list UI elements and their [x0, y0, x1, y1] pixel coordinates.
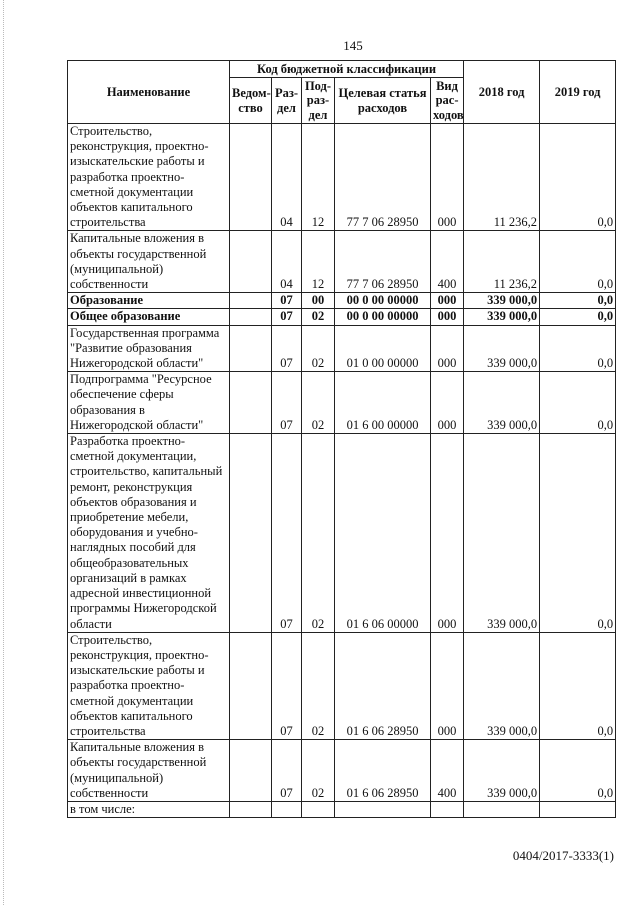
row-section: 07: [272, 372, 302, 434]
row-name: Образование: [68, 293, 230, 309]
row-subsection: 00: [302, 293, 335, 309]
row-dept: [230, 372, 272, 434]
row-name: в том числе:: [68, 801, 230, 817]
row-subsection: 12: [302, 231, 335, 293]
row-2018: 11 236,2: [464, 124, 540, 231]
row-name: Строительство, реконструкция, проектно-изыскательские работы и разработка проектно-сметной документации объектов капитального строительства: [68, 632, 230, 739]
row-section: 07: [272, 434, 302, 633]
row-2018: 11 236,2: [464, 231, 540, 293]
row-target: 77 7 06 28950: [335, 124, 431, 231]
row-2019: 0,0: [540, 434, 616, 633]
scan-edge: [3, 0, 5, 905]
row-2019: 0,0: [540, 632, 616, 739]
row-name: Общее образование: [68, 309, 230, 325]
row-dept: [230, 740, 272, 802]
row-2018: 339 000,0: [464, 372, 540, 434]
row-2019: 0,0: [540, 293, 616, 309]
row-exp-type: 400: [431, 740, 464, 802]
row-subsection: 02: [302, 632, 335, 739]
table-row: [68, 325, 616, 372]
row-exp-type: 000: [431, 293, 464, 309]
row-section: 07: [272, 632, 302, 739]
row-dept: [230, 309, 272, 325]
row-subsection: 02: [302, 309, 335, 325]
table-row: [68, 632, 616, 739]
row-exp-type: 000: [431, 632, 464, 739]
row-2018: 339 000,0: [464, 293, 540, 309]
row-2018: 339 000,0: [464, 632, 540, 739]
row-2018: 339 000,0: [464, 434, 540, 633]
row-subsection: 02: [302, 434, 335, 633]
row-2018: 339 000,0: [464, 309, 540, 325]
row-section: 07: [272, 309, 302, 325]
table-row: [68, 801, 616, 817]
row-exp-type: 000: [431, 372, 464, 434]
row-dept: [230, 293, 272, 309]
header-2019: 2019 год: [540, 61, 616, 124]
row-exp-type: 000: [431, 124, 464, 231]
header-2018: 2018 год: [464, 61, 540, 124]
row-2019: 0,0: [540, 372, 616, 434]
row-section: 07: [272, 293, 302, 309]
row-dept: [230, 632, 272, 739]
row-dept: [230, 124, 272, 231]
row-section: 07: [272, 325, 302, 372]
row-name: Капитальные вложения в объекты государственной (муниципальной) собственности: [68, 740, 230, 802]
row-subsection: [302, 801, 335, 817]
header-target: Целевая статья расходов: [335, 78, 431, 124]
budget-table: [67, 60, 616, 818]
row-subsection: 02: [302, 740, 335, 802]
row-target: 77 7 06 28950: [335, 231, 431, 293]
header-section: Раз-дел: [272, 78, 302, 124]
header-name: Наименование: [68, 61, 230, 124]
row-exp-type: 000: [431, 309, 464, 325]
table-row: [68, 309, 616, 325]
row-subsection: 12: [302, 124, 335, 231]
row-target: 01 6 06 00000: [335, 434, 431, 633]
row-target: 01 0 00 00000: [335, 325, 431, 372]
table-row: [68, 293, 616, 309]
row-exp-type: 000: [431, 434, 464, 633]
document-code: 0404/2017-3333(1): [512, 848, 614, 863]
header-exp-type: Вид рас-ходов: [431, 78, 464, 124]
row-2018: 339 000,0: [464, 325, 540, 372]
table-row: [68, 231, 616, 293]
row-dept: [230, 325, 272, 372]
row-name: Строительство, реконструкция, проектно-изыскательские работы и разработка проектно-сметной документации объектов капитального строительства: [68, 124, 230, 231]
row-2018: 339 000,0: [464, 740, 540, 802]
header-dept: Ведом-ство: [230, 78, 272, 124]
row-name: Подпрограмма "Ресурсное обеспечение сферы образования в Нижегородской области": [68, 372, 230, 434]
row-target: [335, 801, 431, 817]
table-row: [68, 124, 616, 231]
row-subsection: 02: [302, 372, 335, 434]
row-2019: 0,0: [540, 309, 616, 325]
row-target: 01 6 06 28950: [335, 632, 431, 739]
header-subsection: Под-раз-дел: [302, 78, 335, 124]
row-2019: 0,0: [540, 231, 616, 293]
row-name: Государственная программа "Развитие образования Нижегородской области": [68, 325, 230, 372]
row-section: 04: [272, 231, 302, 293]
row-section: [272, 801, 302, 817]
row-dept: [230, 801, 272, 817]
page-number: 145: [343, 38, 363, 53]
row-exp-type: 400: [431, 231, 464, 293]
row-exp-type: [431, 801, 464, 817]
table-row: [68, 434, 616, 633]
row-section: 04: [272, 124, 302, 231]
row-subsection: 02: [302, 325, 335, 372]
row-2019: 0,0: [540, 740, 616, 802]
row-dept: [230, 231, 272, 293]
row-target: 01 6 06 28950: [335, 740, 431, 802]
row-name: Капитальные вложения в объекты государственной (муниципальной) собственности: [68, 231, 230, 293]
table-row: [68, 740, 616, 802]
row-2019: [540, 801, 616, 817]
row-target: 00 0 00 00000: [335, 293, 431, 309]
row-section: 07: [272, 740, 302, 802]
row-target: 00 0 00 00000: [335, 309, 431, 325]
row-target: 01 6 00 00000: [335, 372, 431, 434]
row-2018: [464, 801, 540, 817]
row-2019: 0,0: [540, 124, 616, 231]
row-name: Разработка проектно-сметной документации, строительство, капитальный ремонт, реконструкция объектов образования и приобретение мебели, оборудования и учебно-наглядных пособий для общеобразовательных организаций в рамках адресной инвестиционной программы Нижегородской области: [68, 434, 230, 633]
row-exp-type: 000: [431, 325, 464, 372]
header-classification: Код бюджетной классификации: [230, 61, 464, 78]
table-row: [68, 372, 616, 434]
header-row-1: [68, 61, 616, 78]
row-dept: [230, 434, 272, 633]
row-2019: 0,0: [540, 325, 616, 372]
